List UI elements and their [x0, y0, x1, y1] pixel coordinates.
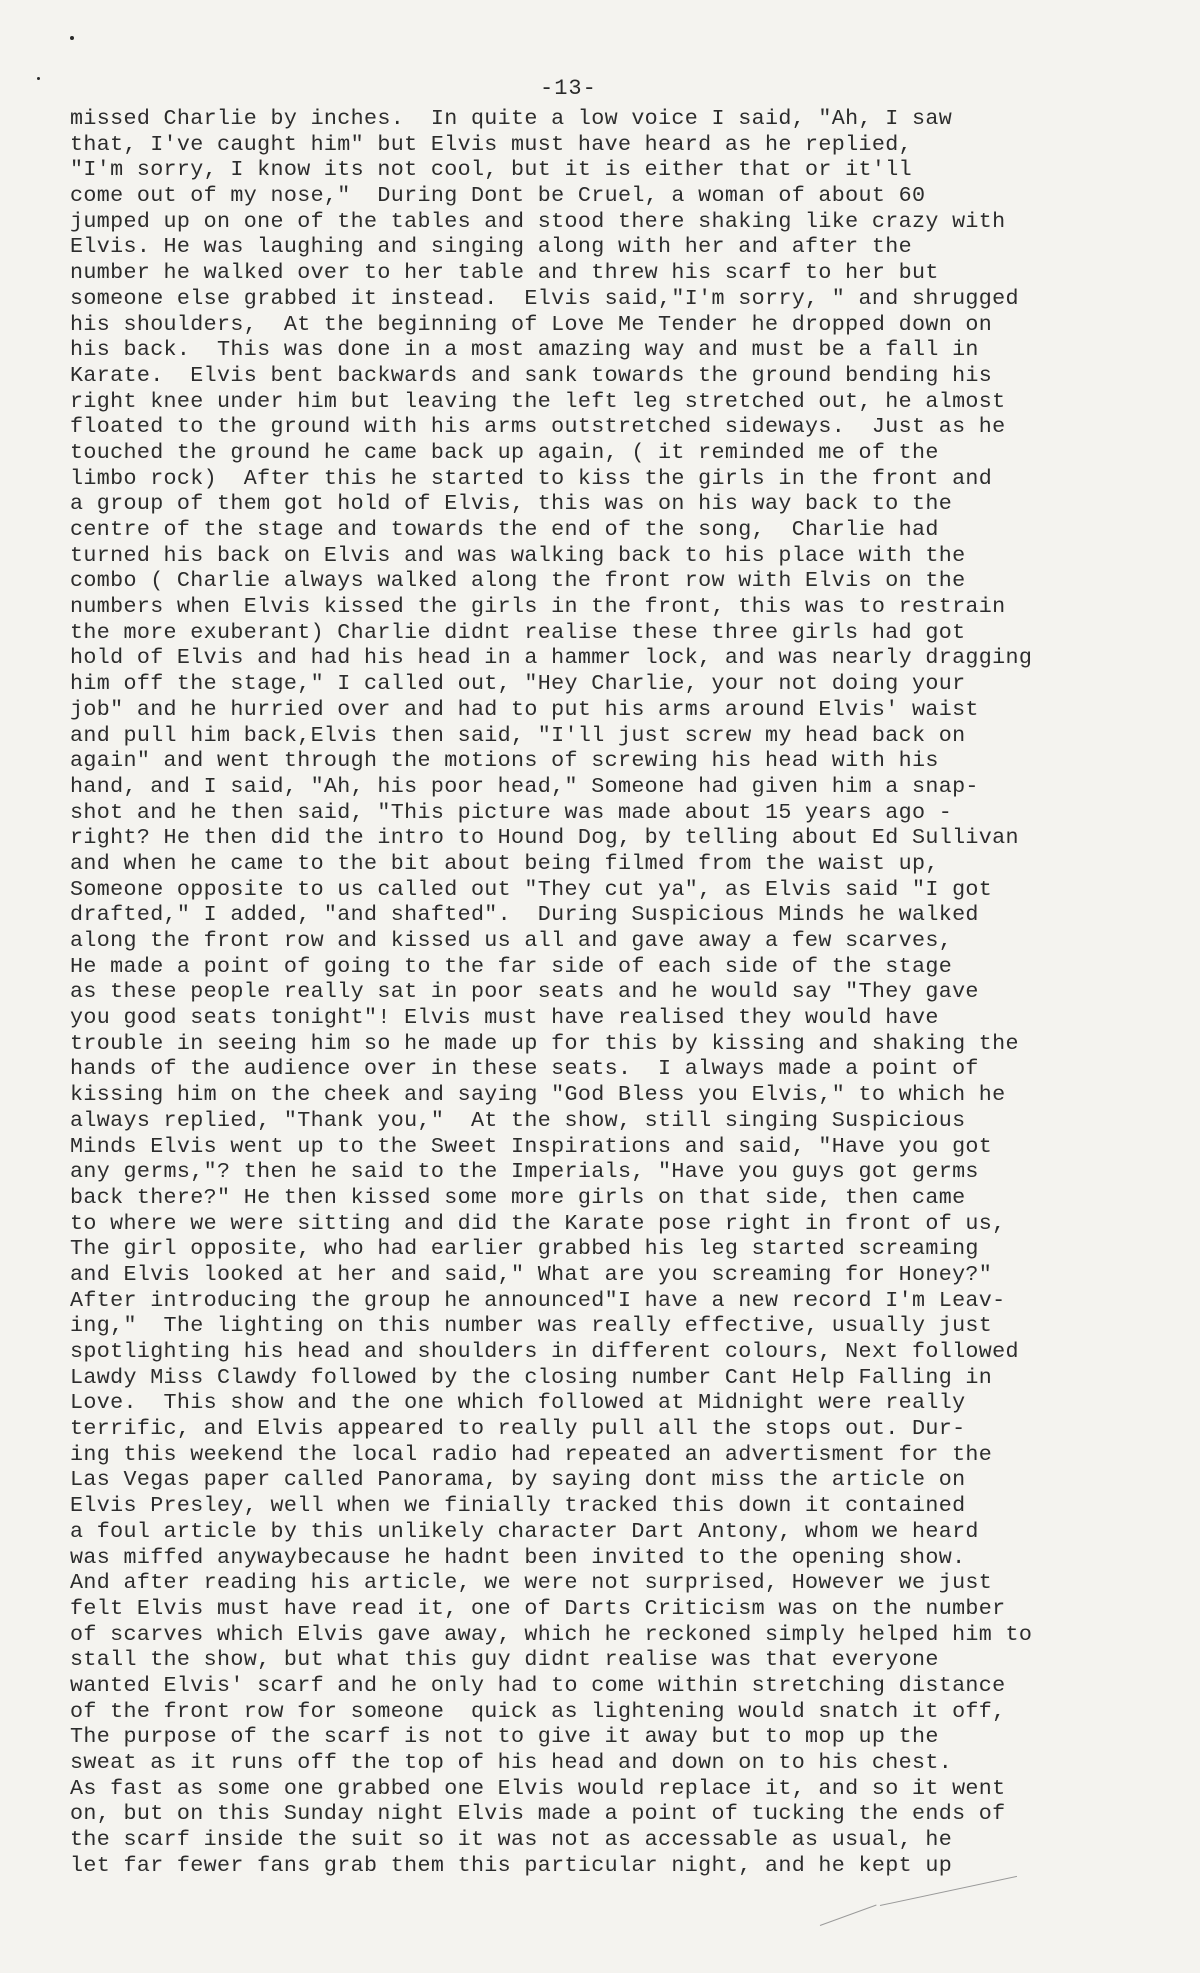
text-line: someone else grabbed it instead. Elvis said,"I'm sorry, " and shrugged: [70, 285, 1019, 311]
text-line: Someone opposite to us called out "They cut ya", as Elvis said "I got: [70, 876, 993, 902]
text-line: centre of the stage and towards the end of the song, Charlie had: [70, 517, 939, 542]
text-line: the scarf inside the suit so it was not as accessable as usual, he: [70, 1827, 953, 1853]
text-line: numbers when Elvis kissed the girls in the front, this was to restrain: [70, 594, 1006, 620]
text-line: again" and went through the motions of screwing his head with his: [70, 748, 939, 774]
text-line: a group of them got hold of Elvis, this was on his way back to the: [70, 491, 953, 517]
text-line: And after reading his article, we were not surprised, However we just: [70, 1570, 993, 1596]
text-line: stall the show, but what this guy didnt realise was that everyone: [70, 1647, 939, 1673]
text-line: number he walked over to her table and threw his scarf to her but: [70, 260, 939, 286]
text-line: drafted," I added, "and shafted". During Suspicious Minds he walked: [70, 902, 979, 928]
text-line: any germs,"? then he said to the Imperials, "Have you guys got germs: [70, 1159, 979, 1185]
text-line: always replied, "Thank you," At the show, still singing Suspicious: [70, 1107, 966, 1133]
pencil-mark: [880, 1876, 1017, 1906]
text-line: and Elvis looked at her and said," What are you screaming for Honey?": [70, 1261, 993, 1287]
text-line: job" and he hurried over and had to put his arms around Elvis' waist: [70, 696, 979, 722]
text-line: right? He then did the intro to Hound Dog, by telling about Ed Sullivan: [70, 825, 1019, 851]
text-line: ing this weekend the local radio had repeated an advertisment for the: [70, 1441, 993, 1467]
text-line: back there?" He then kissed some more girls on that side, then came: [70, 1184, 966, 1210]
text-line: you good seats tonight"! Elvis must have realised they would have: [70, 1005, 939, 1031]
text-line: come out of my nose," During Dont be Cruel, a woman of about 60: [70, 183, 926, 209]
text-line: kissing him on the cheek and saying "God Bless you Elvis," to which he: [70, 1082, 1006, 1108]
text-line: shot and he then said, "This picture was made about 15 years ago -: [70, 799, 953, 825]
ink-speck: [37, 77, 40, 80]
text-line: floated to the ground with his arms outstretched sideways. Just as he: [70, 414, 1006, 440]
text-line: jumped up on one of the tables and stood there shaking like crazy with: [70, 208, 1006, 234]
text-line: Karate. Elvis bent backwards and sank towards the ground bending his: [70, 362, 993, 388]
text-line: As fast as some one grabbed one Elvis would replace it, and so it went: [70, 1775, 1006, 1801]
text-line: The girl opposite, who had earlier grabbed his leg started screaming: [70, 1236, 979, 1262]
text-line: hand, and I said, "Ah, his poor head," Someone had given him a snap-: [70, 773, 979, 799]
text-line: of the front row for someone quick as lightening would snatch it off,: [70, 1698, 1006, 1724]
text-line: "I'm sorry, I know its not cool, but it is either that or it'll: [70, 157, 912, 183]
text-line: Elvis Presley, well when we finially tracked this down it contained: [70, 1493, 966, 1519]
text-line: on, but on this Sunday night Elvis made a point of tucking the ends of: [70, 1801, 1006, 1827]
text-line: the more exuberant) Charlie didnt realise these three girls had got: [70, 619, 966, 645]
text-line: his back. This was done in a most amazing way and must be a fall in: [70, 337, 979, 363]
text-line: combo ( Charlie always walked along the front row with Elvis on the: [70, 568, 966, 594]
text-line: hold of Elvis and had his head in a hammer lock, and was nearly dragging: [70, 645, 1033, 671]
text-line: sweat as it runs off the top of his head and down on to his chest.: [70, 1750, 953, 1775]
text-line: He made a point of going to the far side of each side of the stage: [70, 953, 953, 979]
text-line: that, I've caught him" but Elvis must have heard as he replied,: [70, 131, 912, 157]
text-line: along the front row and kissed us all and gave away a few scarves,: [70, 928, 953, 953]
text-line: of scarves which Elvis gave away, which he reckoned simply helped him to: [70, 1621, 1033, 1647]
text-line: missed Charlie by inches. In quite a low voice I said, "Ah, I saw: [70, 106, 953, 131]
text-line: Lawdy Miss Clawdy followed by the closing number Cant Help Falling in: [70, 1364, 993, 1390]
text-line: was miffed anywaybecause he hadnt been invited to the opening show.: [70, 1544, 966, 1570]
text-line: After introducing the group he announced"I have a new record I'm Leav-: [70, 1287, 1006, 1313]
text-line: hands of the audience over in these seats. I always made a point of: [70, 1056, 979, 1082]
text-line: as these people really sat in poor seats and he would say "They gave: [70, 979, 979, 1005]
text-line: to where we were sitting and did the Karate pose right in front of us,: [70, 1210, 1006, 1236]
text-line: trouble in seeing him so he made up for this by kissing and shaking the: [70, 1030, 1019, 1056]
text-line: limbo rock) After this he started to kiss the girls in the front and: [70, 465, 993, 491]
text-line: him off the stage," I called out, "Hey Charlie, your not doing your: [70, 671, 966, 697]
text-line: a foul article by this unlikely character Dart Antony, whom we heard: [70, 1518, 979, 1544]
text-line: ing," The lighting on this number was really effective, usually just: [70, 1313, 993, 1339]
text-line: and when he came to the bit about being filmed from the waist up,: [70, 850, 939, 876]
text-line: wanted Elvis' scarf and he only had to come within stretching distance: [70, 1672, 1006, 1698]
body-text: [70, 106, 1180, 1878]
text-line: terrific, and Elvis appeared to really pull all the stops out. Dur-: [70, 1416, 966, 1442]
page-number: -13-: [540, 76, 597, 101]
text-line: Love. This show and the one which followed at Midnight were really: [70, 1390, 966, 1416]
text-line: right knee under him but leaving the left leg stretched out, he almost: [70, 388, 1006, 414]
text-line: his shoulders, At the beginning of Love Me Tender he dropped down on: [70, 311, 993, 337]
pencil-mark: [820, 1905, 877, 1926]
text-line: Minds Elvis went up to the Sweet Inspirations and said, "Have you got: [70, 1133, 993, 1159]
text-line: felt Elvis must have read it, one of Darts Criticism was on the number: [70, 1595, 1006, 1621]
text-line: and pull him back,Elvis then said, "I'll just screw my head back on: [70, 722, 966, 748]
text-line: The purpose of the scarf is not to give it away but to mop up the: [70, 1724, 939, 1750]
text-line: let far fewer fans grab them this particular night, and he kept up: [70, 1852, 953, 1878]
ink-speck: [70, 36, 74, 40]
text-line: Las Vegas paper called Panorama, by saying dont miss the article on: [70, 1467, 966, 1493]
text-line: turned his back on Elvis and was walking back to his place with the: [70, 542, 966, 568]
text-line: spotlighting his head and shoulders in different colours, Next followed: [70, 1339, 1019, 1364]
text-line: Elvis. He was laughing and singing along with her and after the: [70, 234, 912, 260]
text-line: touched the ground he came back up again, ( it reminded me of the: [70, 439, 939, 465]
